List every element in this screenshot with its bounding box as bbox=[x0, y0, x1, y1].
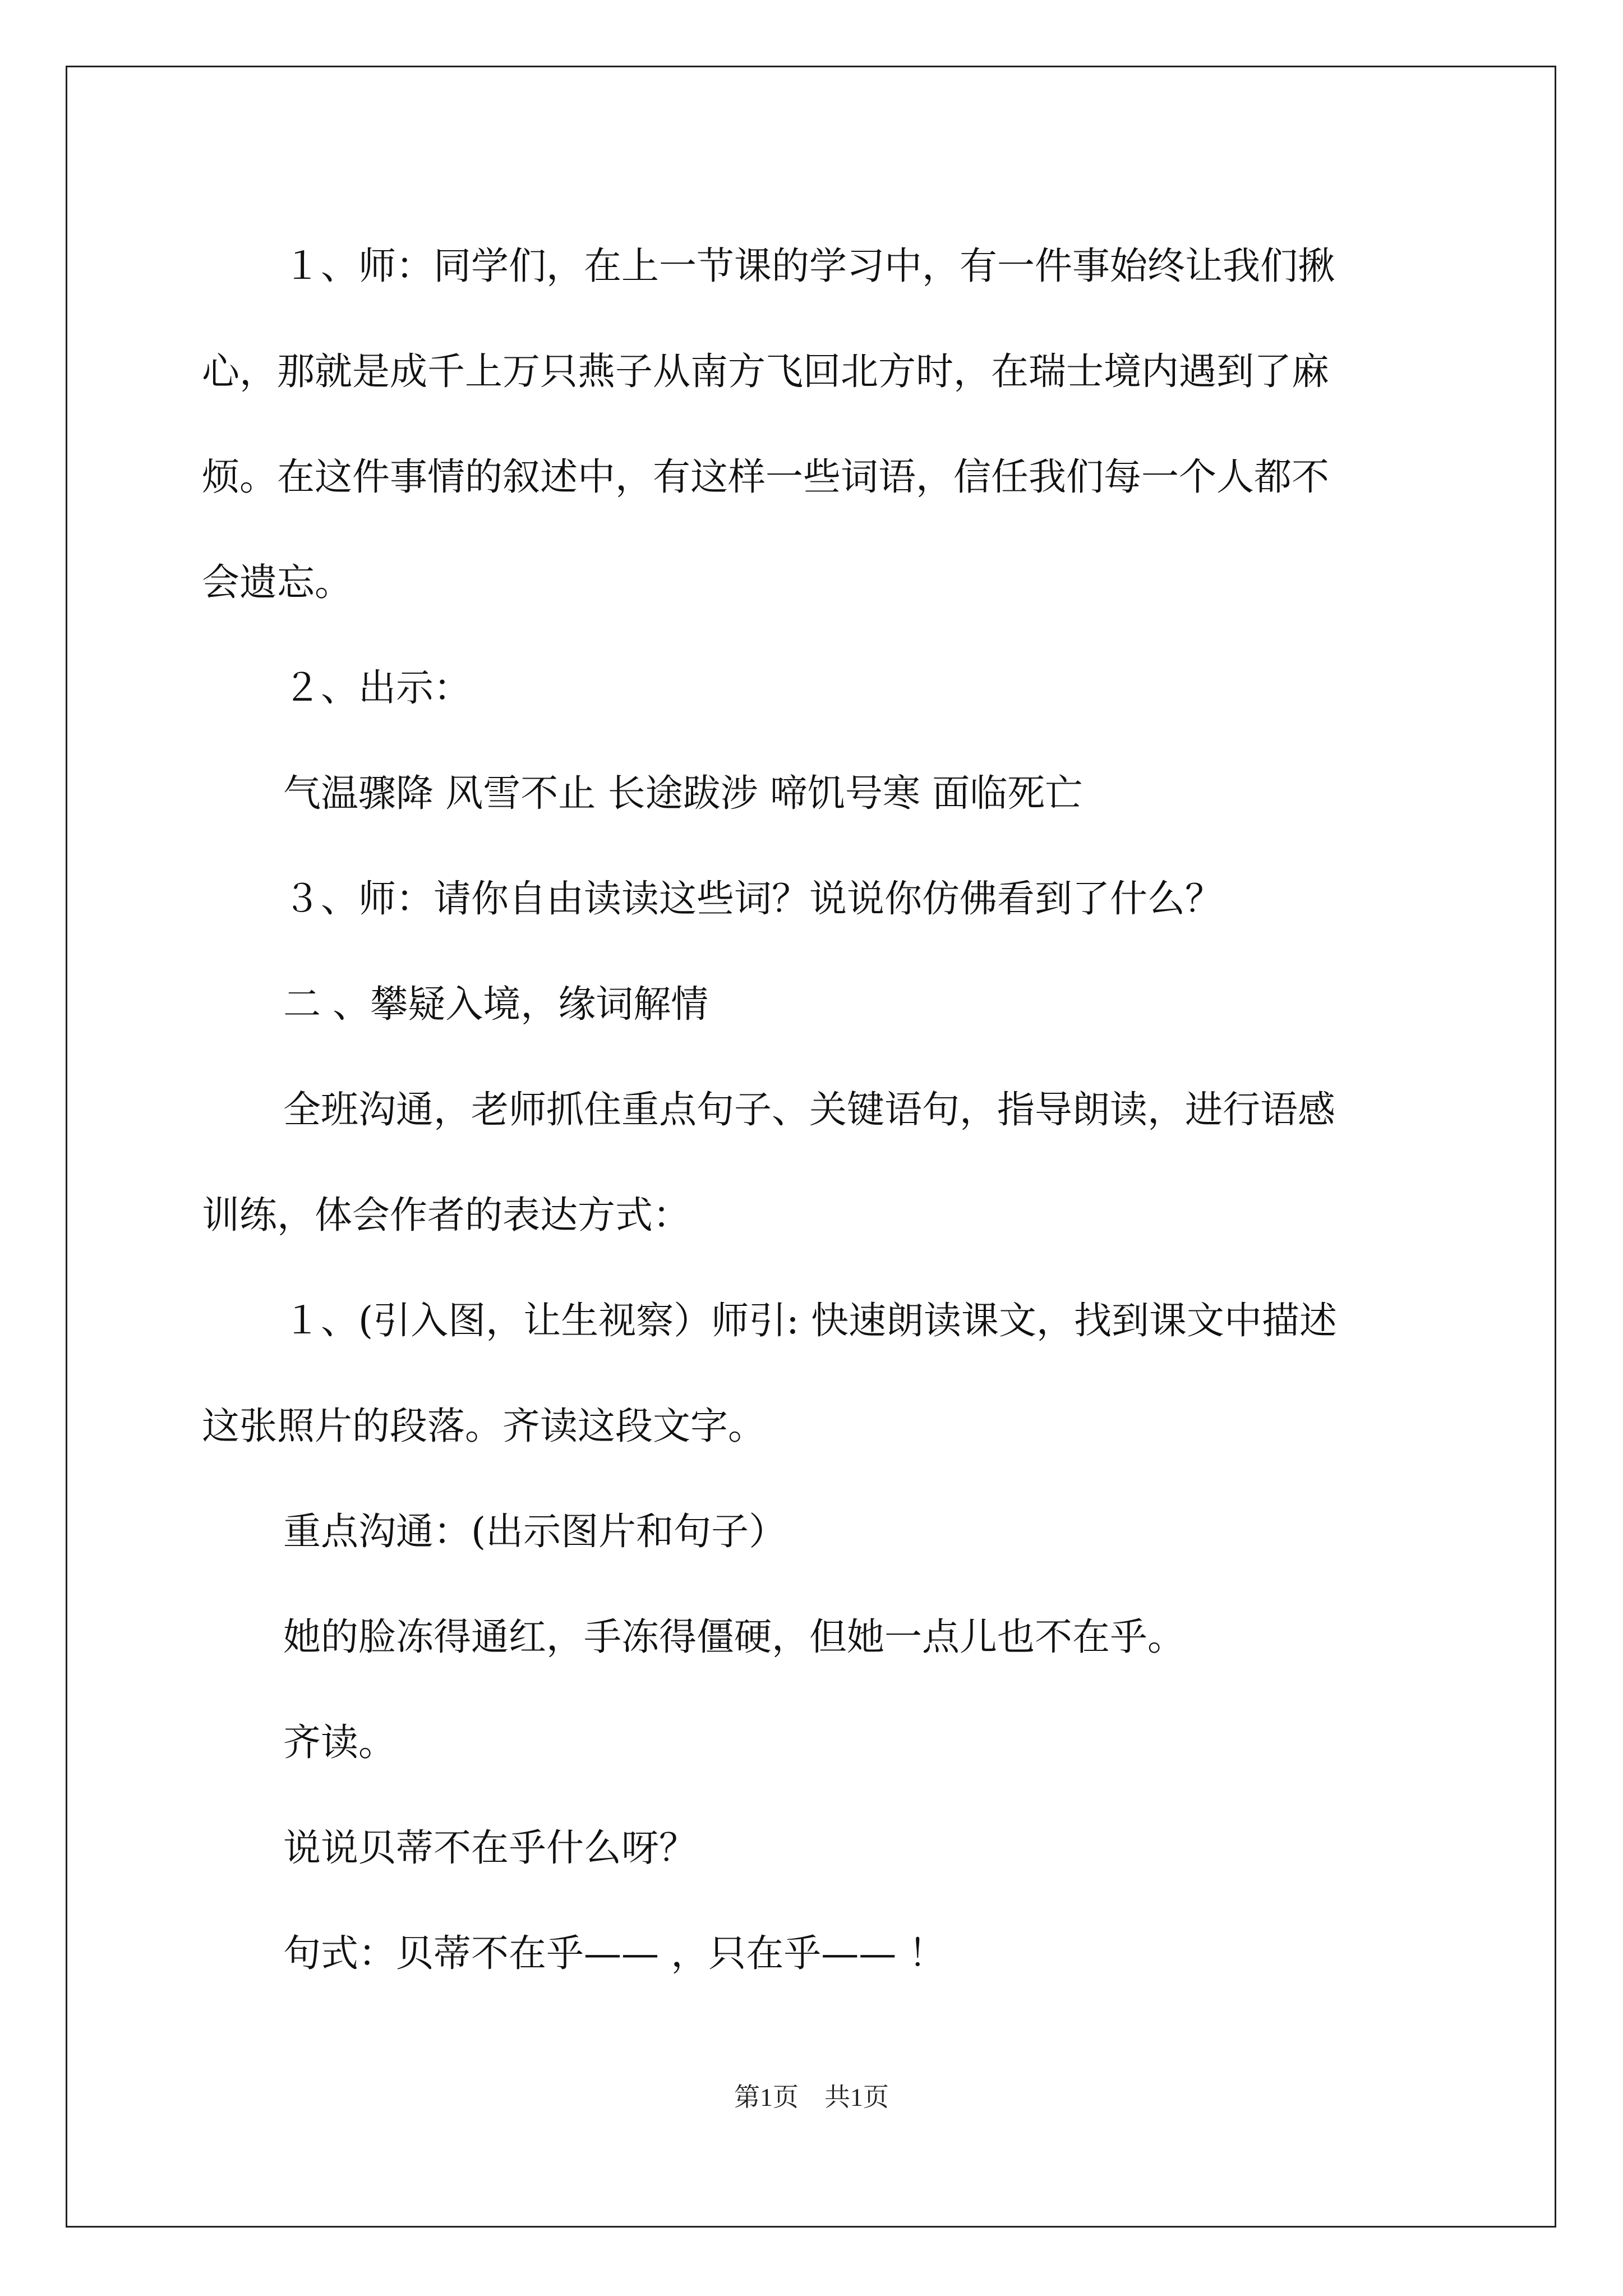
paragraph-line: 训练，体会作者的表达方式： bbox=[202, 1193, 690, 1237]
paragraph-line: 这张照片的段落。齐读这段文字。 bbox=[202, 1404, 766, 1448]
paragraph-line: ３、师：请你自由读读这些词？说说你仿佛看到了什么？ bbox=[283, 877, 1223, 921]
paragraph-line: 重点沟通：(出示图片和句子） bbox=[283, 1510, 787, 1553]
paragraph-line: 句式：贝蒂不在乎—— ，只在乎—— ！ bbox=[283, 1931, 946, 1975]
paragraph-12 bbox=[202, 1901, 1436, 2006]
paragraph-line: 她的脸冻得通红，手冻得僵硬，但她一点儿也不在乎。 bbox=[283, 1615, 1185, 1659]
paragraph-9 bbox=[202, 1584, 1436, 1690]
paragraph-line: 齐读。 bbox=[283, 1720, 396, 1764]
paragraph-line: 全班沟通，老师抓住重点句子、关键语句，指导朗读，进行语感 bbox=[283, 1088, 1335, 1131]
paragraph-4 bbox=[202, 846, 1436, 951]
section-heading bbox=[202, 951, 1436, 1057]
page-footer: 第1页 共1页 bbox=[734, 2083, 889, 2111]
paragraph-line: 气温骤降 风雪不止 长途跋涉 啼饥号寒 面临死亡 bbox=[283, 771, 1083, 815]
paragraph-7 bbox=[202, 1268, 1436, 1479]
paragraph-line: １、(引入图，让生视察）师引: 快速朗读课文，找到课文中描述 bbox=[283, 1299, 1338, 1342]
paragraph-10 bbox=[202, 1690, 1436, 1795]
paragraph-1 bbox=[202, 213, 1436, 635]
paragraph-8 bbox=[202, 1479, 1436, 1584]
paragraph-line: ２、出示： bbox=[283, 666, 471, 710]
paragraph-line: 烦。在这件事情的叙述中，有这样一些词语，信任我们每一个人都不 bbox=[202, 455, 1329, 499]
document-body bbox=[202, 213, 1436, 2006]
paragraph-line: 说说贝蒂不在乎什么呀？ bbox=[283, 1826, 697, 1870]
paragraph-6 bbox=[202, 1057, 1436, 1268]
paragraph-line: 二 、攀疑入境，缘词解情 bbox=[283, 982, 709, 1026]
paragraph-3 bbox=[202, 740, 1436, 846]
paragraph-2 bbox=[202, 635, 1436, 740]
paragraph-line: １、师：同学们，在上一节课的学习中，有一件事始终让我们揪 bbox=[283, 244, 1335, 288]
paragraph-11 bbox=[202, 1795, 1436, 1901]
paragraph-line: 心，那就是成千上万只燕子从南方飞回北方时，在瑞士境内遇到了麻 bbox=[202, 349, 1329, 393]
paragraph-line: 会遗忘。 bbox=[202, 560, 352, 604]
